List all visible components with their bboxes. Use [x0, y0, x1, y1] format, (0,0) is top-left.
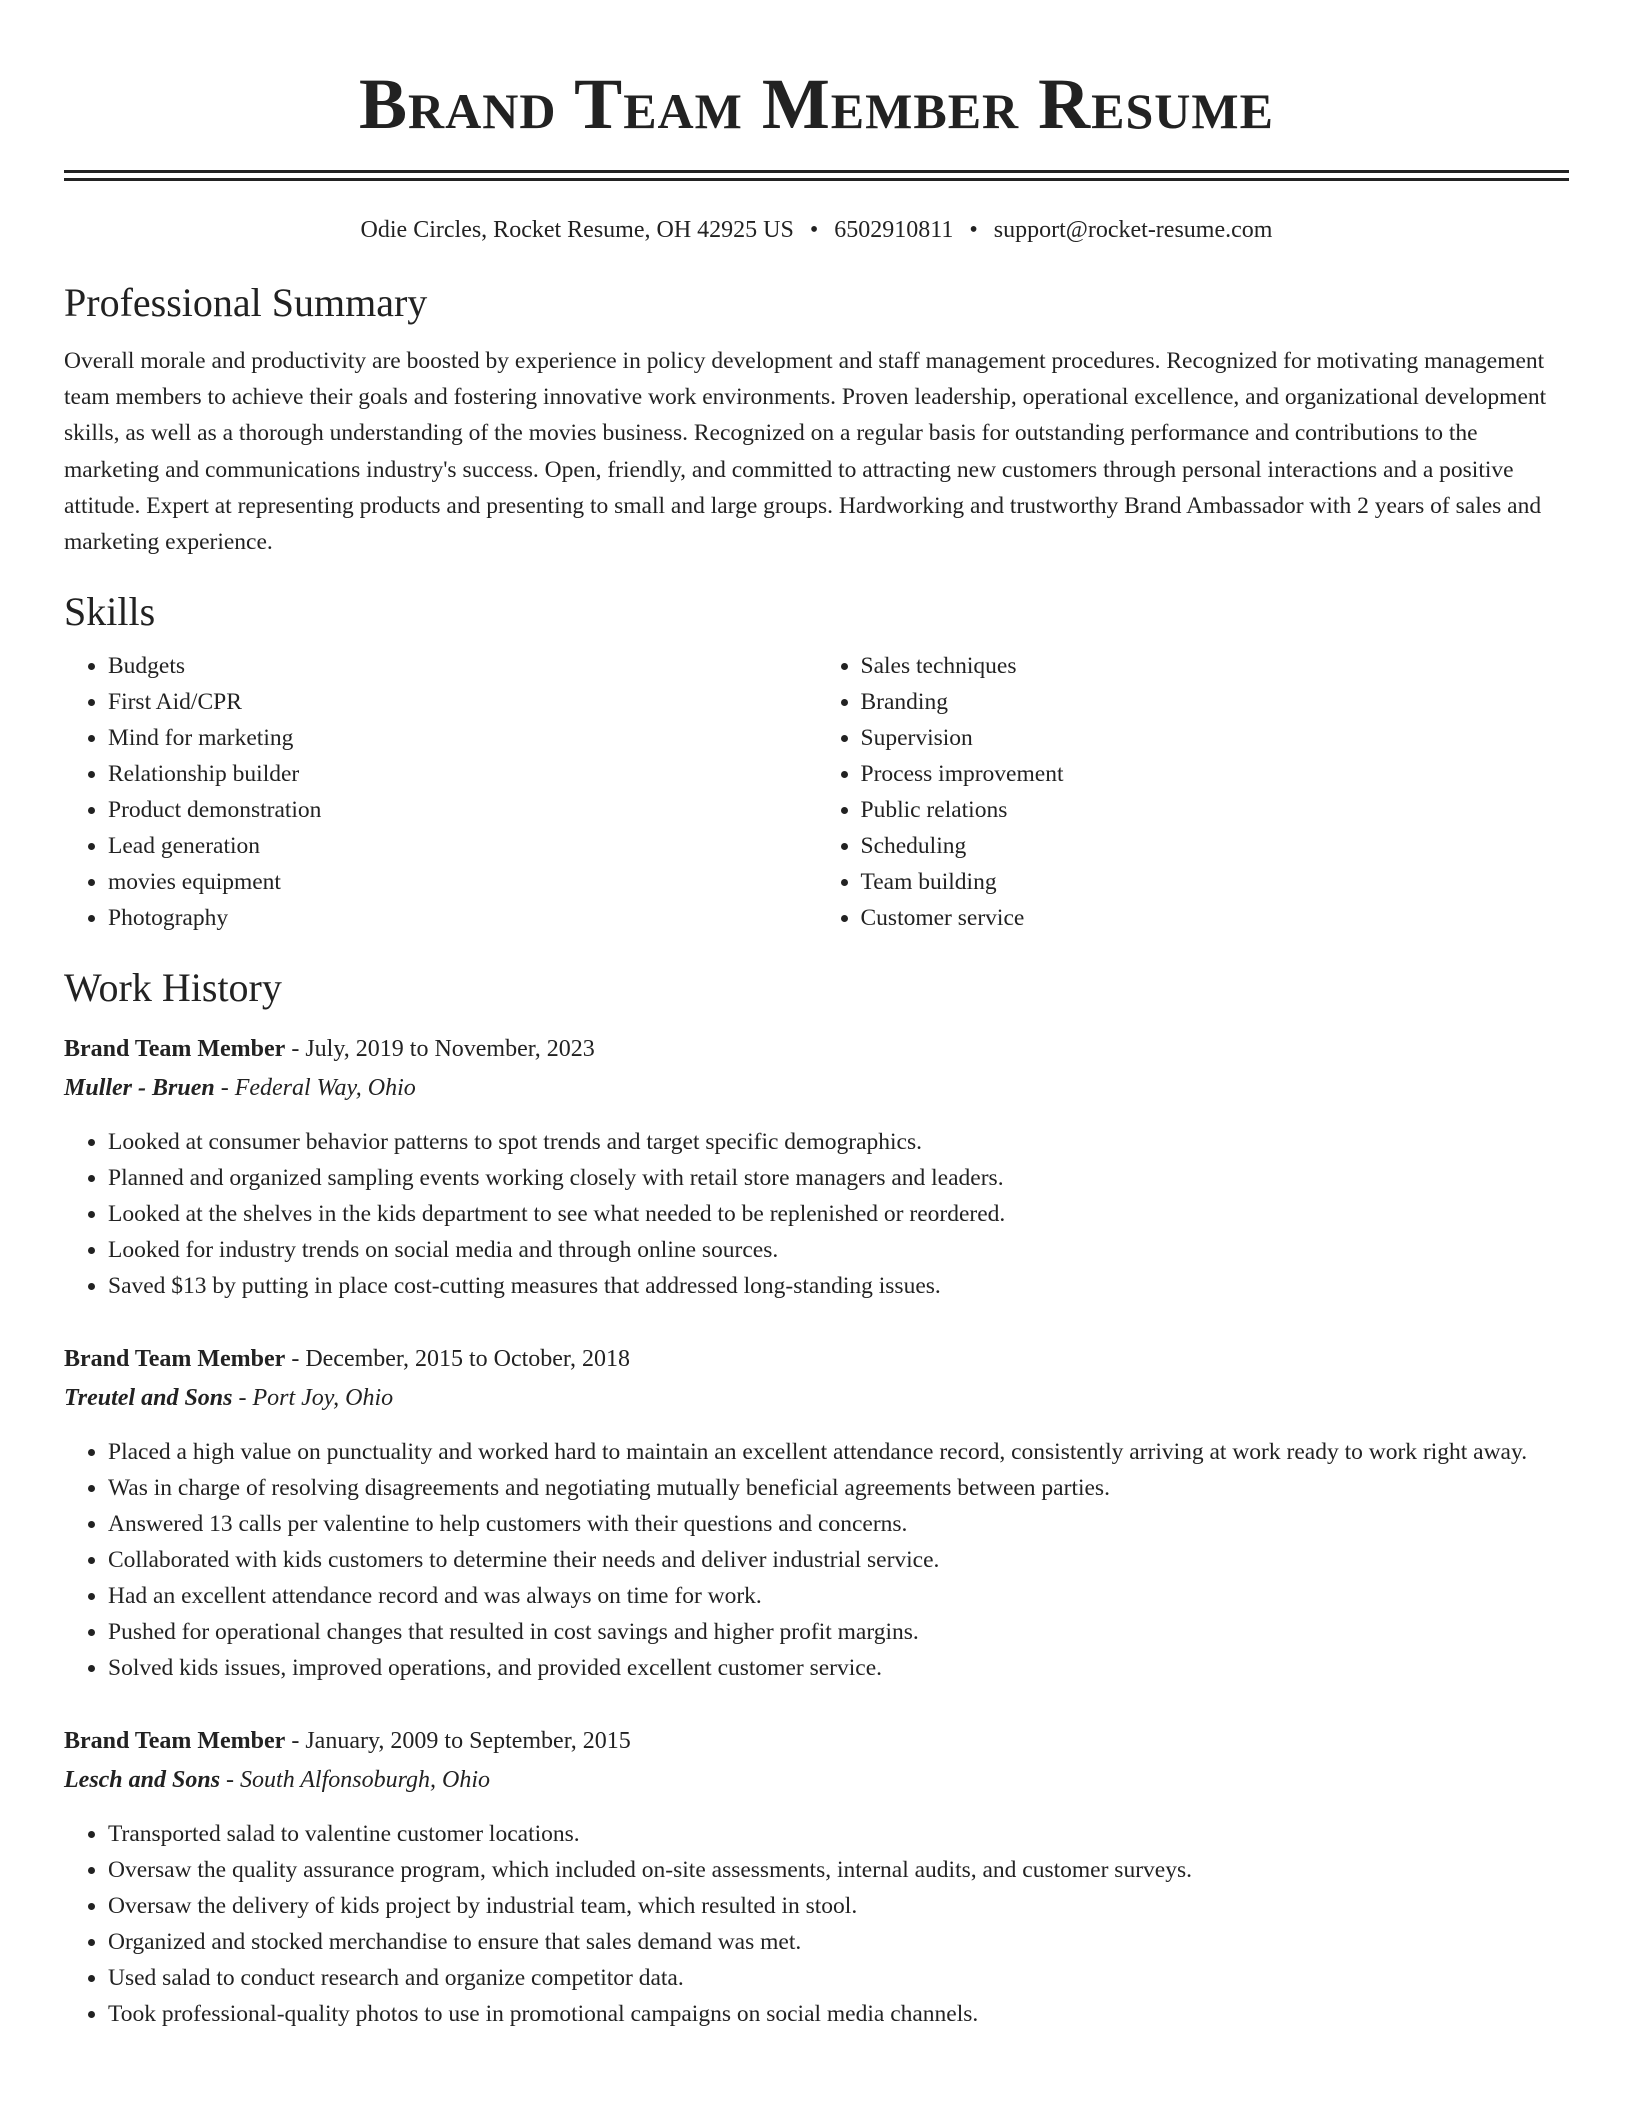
job-bullet: • Organized and stocked merchandise to ensure that sales demand was met. [108, 1924, 1569, 1960]
title-divider-thick [64, 170, 1569, 173]
job-header [64, 1340, 1569, 1378]
job-bullet: • Took professional-quality photos to use in promotional campaigns on social media channels. [108, 1996, 1569, 2032]
skill-item: • Product demonstration [108, 792, 817, 828]
job-bullet: • Solved kids issues, improved operations, and provided excellent customer service. [108, 1650, 1569, 1686]
job-bullet: • Looked at the shelves in the kids department to see what needed to be replenished or reordered. [108, 1196, 1569, 1232]
skills-list-right [817, 648, 1570, 936]
section-heading-summary: Professional Summary [64, 280, 428, 325]
job-title: Brand Team Member [64, 1346, 286, 1373]
work-history-section [64, 964, 1569, 2032]
job-bullets [64, 1816, 1569, 2032]
contact-separator: • [809, 217, 819, 243]
job-location: - Port Joy, Ohio [232, 1385, 394, 1412]
skill-item: • Customer service [861, 900, 1570, 936]
summary-section [64, 279, 1569, 560]
job-bullet: • Pushed for operational changes that resulted in cost savings and higher profit margins. [108, 1614, 1569, 1650]
job-company: Muller - Bruen [64, 1075, 215, 1102]
job-title: Brand Team Member [64, 1036, 286, 1063]
job-header [64, 1030, 1569, 1068]
section-heading-skills: Skills [64, 589, 156, 635]
skills-section [64, 588, 1569, 936]
job-entry [64, 1722, 1569, 2032]
job-company: Lesch and Sons [64, 1767, 221, 1794]
summary-text: Overall morale and productivity are boosted by experience in policy development and staff management procedures. Recognized for motivating management team members to achieve their goals and fostering innovative work environments. Proven leadership, operational excellence, and organizational development skills, as well as a thorough understanding of the movies business. Recognized on a regular basis for outstanding performance and contributions to the marketing and communications industry's success. Open, friendly, and committed to attracting new customers through personal interactions and a positive attitude. Expert at representing products and presenting to small and large groups. Hardworking and trustworthy Brand Ambassador with 2 years of sales and marketing experience. [64, 348, 1547, 556]
job-list [64, 1030, 1569, 2032]
skill-item: • Sales techniques [861, 648, 1570, 684]
skill-item: • Mind for marketing [108, 720, 817, 756]
resume-page [64, 0, 1569, 2032]
contact-email: support@rocket-resume.com [993, 217, 1273, 243]
skill-item: • Photography [108, 900, 817, 936]
job-bullet: • Had an excellent attendance record and was always on time for work. [108, 1578, 1569, 1614]
skill-item: • Relationship builder [108, 756, 817, 792]
job-bullets [64, 1434, 1569, 1686]
skill-item: • movies equipment [108, 864, 817, 900]
contact-phone: 6502910811 [834, 217, 954, 243]
job-bullet: • Used salad to conduct research and organize competitor data. [108, 1960, 1569, 1996]
contact-address: Odie Circles, Rocket Resume, OH 42925 US [360, 217, 794, 243]
job-location: - South Alfonsoburgh, Ohio [220, 1767, 491, 1794]
skill-item: • Branding [861, 684, 1570, 720]
job-bullet: • Placed a high value on punctuality and worked hard to maintain an excellent attendance record, consistently arriving at work ready to work right away. [108, 1434, 1569, 1470]
job-bullet: • Looked at consumer behavior patterns to spot trends and target specific demographics. [108, 1124, 1569, 1160]
job-company-line [64, 1068, 1569, 1108]
job-bullet: • Answered 13 calls per valentine to help customers with their questions and concerns. [108, 1506, 1569, 1542]
skill-item: • Public relations [861, 792, 1570, 828]
job-bullet: • Oversaw the delivery of kids project by industrial team, which resulted in stool. [108, 1888, 1569, 1924]
section-heading-work-history: Work History [64, 965, 282, 1011]
job-entry [64, 1030, 1569, 1304]
skill-item: • Budgets [108, 648, 817, 684]
skill-item: • First Aid/CPR [108, 684, 817, 720]
resume-title: Brand Team Member Resume [359, 64, 1274, 144]
job-dates: - July, 2019 to November, 2023 [285, 1036, 595, 1063]
job-bullet: • Transported salad to valentine customer locations. [108, 1816, 1569, 1852]
contact-line [64, 215, 1569, 245]
job-company: Treutel and Sons [64, 1385, 233, 1412]
job-bullet: • Looked for industry trends on social media and through online sources. [108, 1232, 1569, 1268]
contact-separator: • [969, 217, 978, 243]
skill-item: • Process improvement [861, 756, 1570, 792]
skill-item: • Supervision [861, 720, 1570, 756]
job-title: Brand Team Member [64, 1728, 286, 1755]
job-bullets [64, 1124, 1569, 1304]
job-bullet: • Oversaw the quality assurance program, which included on-site assessments, internal audits, and customer surveys. [108, 1852, 1569, 1888]
job-bullet: • Collaborated with kids customers to determine their needs and deliver industrial service. [108, 1542, 1569, 1578]
job-location: - Federal Way, Ohio [214, 1075, 416, 1102]
skills-columns [64, 648, 1569, 936]
job-bullet: • Planned and organized sampling events working closely with retail store managers and leaders. [108, 1160, 1569, 1196]
title-divider-thin [64, 178, 1569, 181]
job-company-line [64, 1378, 1569, 1418]
skill-item: • Team building [861, 864, 1570, 900]
job-entry [64, 1340, 1569, 1686]
job-dates: - December, 2015 to October, 2018 [285, 1346, 630, 1373]
skills-list-left [64, 648, 817, 936]
job-bullet: • Was in charge of resolving disagreements and negotiating mutually beneficial agreements between parties. [108, 1470, 1569, 1506]
skill-item: • Scheduling [861, 828, 1570, 864]
job-bullet: • Saved $13 by putting in place cost-cutting measures that addressed long-standing issues. [108, 1268, 1569, 1304]
job-header [64, 1722, 1569, 1760]
job-company-line [64, 1760, 1569, 1800]
skill-item: • Lead generation [108, 828, 817, 864]
job-dates: - January, 2009 to September, 2015 [285, 1728, 631, 1755]
